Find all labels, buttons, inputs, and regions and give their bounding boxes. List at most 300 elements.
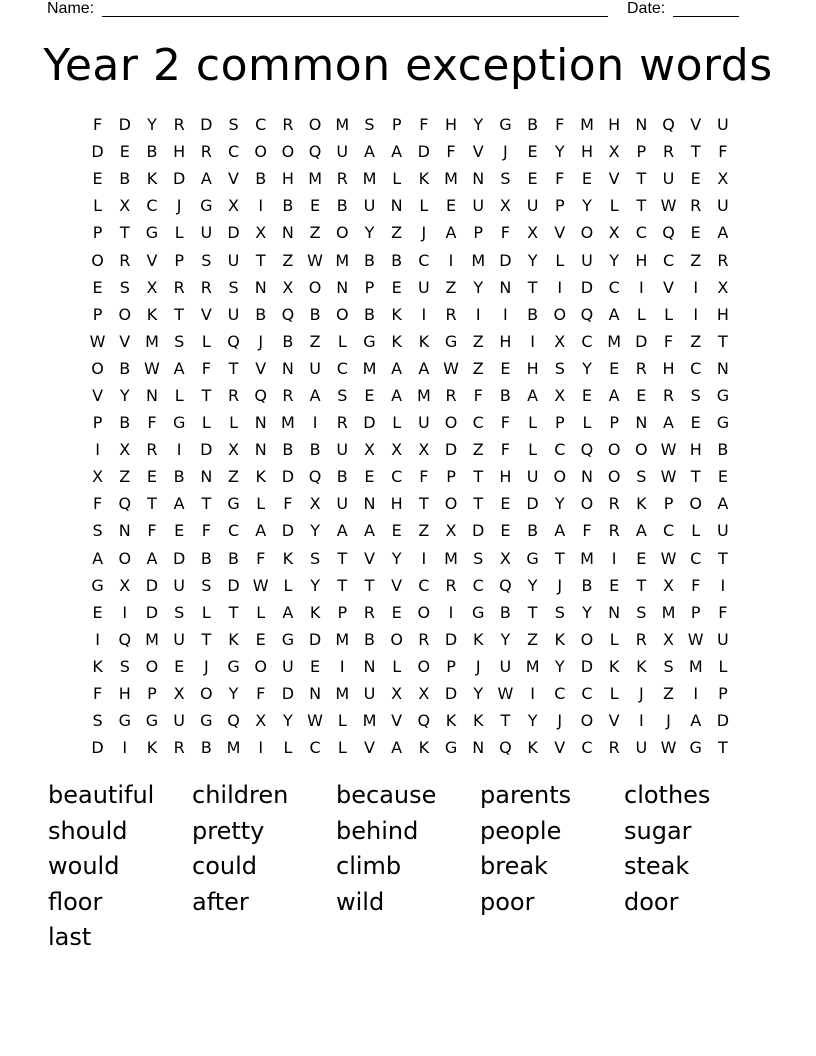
grid-letter[interactable]: Y	[554, 656, 565, 676]
grid-letter[interactable]: A	[200, 169, 212, 189]
grid-letter[interactable]: C	[418, 250, 430, 270]
grid-letter[interactable]: V	[363, 548, 375, 568]
grid-letter[interactable]: B	[309, 304, 321, 324]
grid-letter[interactable]: T	[201, 385, 212, 405]
grid-letter[interactable]: S	[228, 115, 239, 135]
grid-letter[interactable]: I	[122, 738, 128, 758]
grid-letter[interactable]: K	[418, 331, 430, 351]
grid-letter[interactable]: R	[336, 169, 348, 189]
grid-letter[interactable]: Q	[227, 331, 240, 351]
grid-letter[interactable]: K	[146, 169, 158, 189]
grid-letter[interactable]: N	[472, 738, 485, 758]
grid-letter[interactable]: Z	[472, 440, 484, 460]
grid-letter[interactable]: G	[200, 711, 213, 731]
grid-letter[interactable]: V	[92, 385, 104, 405]
grid-letter[interactable]: O	[635, 440, 648, 460]
grid-letter[interactable]: P	[391, 115, 402, 135]
grid-letter[interactable]: C	[418, 575, 430, 595]
grid-letter[interactable]: X	[717, 277, 729, 297]
grid-letter[interactable]: O	[444, 413, 458, 433]
grid-letter[interactable]: Y	[527, 250, 538, 270]
grid-letter[interactable]: T	[636, 575, 647, 595]
grid-letter[interactable]: L	[337, 331, 347, 351]
grid-letter[interactable]: X	[391, 440, 403, 460]
grid-letter[interactable]: C	[662, 521, 675, 541]
grid-letter[interactable]: K	[636, 494, 647, 514]
grid-letter[interactable]: T	[255, 250, 266, 270]
grid-letter[interactable]: O	[145, 656, 159, 676]
grid-letter[interactable]: Z	[690, 250, 702, 270]
grid-letter[interactable]: X	[255, 223, 267, 243]
grid-letter[interactable]: L	[555, 250, 565, 270]
grid-letter[interactable]: Z	[445, 277, 457, 297]
grid-letter[interactable]: U	[336, 142, 349, 162]
grid-letter[interactable]: S	[92, 711, 103, 731]
grid-letter[interactable]: E	[609, 575, 620, 595]
grid-letter[interactable]: N	[118, 521, 131, 541]
grid-letter[interactable]: M	[580, 115, 594, 135]
grid-letter[interactable]: Q	[499, 575, 512, 595]
grid-letter[interactable]: F	[256, 548, 266, 568]
grid-letter[interactable]: L	[691, 521, 701, 541]
grid-letter[interactable]: O	[118, 304, 132, 324]
grid-letter[interactable]: R	[173, 115, 185, 135]
grid-letter[interactable]: N	[363, 494, 376, 514]
grid-letter[interactable]: G	[363, 331, 376, 351]
grid-letter[interactable]: W	[660, 440, 677, 460]
grid-letter[interactable]: T	[473, 494, 484, 514]
grid-letter[interactable]: J	[203, 656, 209, 676]
grid-letter[interactable]: E	[527, 169, 538, 189]
grid-letter[interactable]: U	[635, 738, 648, 758]
grid-letter[interactable]: N	[200, 467, 213, 487]
grid-letter[interactable]: V	[663, 277, 674, 297]
grid-letter[interactable]: I	[448, 250, 454, 270]
grid-letter[interactable]: U	[417, 277, 430, 297]
grid-letter[interactable]: B	[309, 440, 321, 460]
grid-letter[interactable]: V	[119, 331, 131, 351]
grid-letter[interactable]: N	[363, 656, 376, 676]
grid-letter[interactable]: Y	[500, 629, 511, 649]
grid-letter[interactable]: N	[580, 467, 593, 487]
grid-letter[interactable]: Q	[118, 494, 132, 514]
grid-letter[interactable]: M	[444, 169, 458, 189]
grid-letter[interactable]: B	[200, 548, 212, 568]
grid-letter[interactable]: F	[147, 413, 157, 433]
grid-letter[interactable]: J	[421, 223, 427, 243]
grid-letter[interactable]: O	[553, 304, 567, 324]
grid-letter[interactable]: J	[503, 142, 508, 162]
grid-letter[interactable]: N	[635, 413, 648, 433]
grid-letter[interactable]: C	[336, 358, 348, 378]
grid-letter[interactable]: P	[554, 196, 565, 216]
grid-letter[interactable]: D	[227, 575, 240, 595]
grid-letter[interactable]: U	[581, 250, 593, 270]
grid-letter[interactable]: M	[281, 413, 295, 433]
grid-letter[interactable]: P	[554, 413, 565, 433]
grid-letter[interactable]: A	[336, 521, 348, 541]
grid-letter[interactable]: V	[554, 223, 566, 243]
grid-letter[interactable]: V	[228, 169, 239, 189]
grid-letter[interactable]: F	[582, 521, 592, 541]
grid-letter[interactable]: R	[227, 385, 240, 405]
grid-letter[interactable]: M	[362, 169, 377, 189]
grid-letter[interactable]: D	[200, 440, 213, 460]
grid-letter[interactable]: T	[337, 548, 348, 568]
grid-letter[interactable]: Z	[282, 250, 294, 270]
grid-letter[interactable]: E	[92, 277, 103, 297]
grid-letter[interactable]: Y	[609, 250, 620, 270]
grid-letter[interactable]: B	[499, 385, 511, 405]
grid-letter[interactable]: Y	[473, 115, 484, 135]
grid-letter[interactable]: I	[258, 196, 264, 216]
grid-letter[interactable]: N	[145, 385, 158, 405]
grid-letter[interactable]: V	[391, 575, 403, 595]
grid-letter[interactable]: R	[200, 142, 212, 162]
grid-letter[interactable]: X	[663, 629, 675, 649]
grid-letter[interactable]: M	[145, 331, 159, 351]
grid-letter[interactable]: R	[608, 738, 620, 758]
grid-letter[interactable]: B	[363, 304, 375, 324]
grid-letter[interactable]: L	[392, 413, 402, 433]
grid-letter[interactable]: P	[92, 413, 103, 433]
grid-letter[interactable]: X	[309, 494, 321, 514]
grid-letter[interactable]: C	[472, 413, 484, 433]
grid-letter[interactable]: A	[309, 385, 321, 405]
grid-letter[interactable]: Q	[118, 629, 132, 649]
grid-letter[interactable]: B	[336, 196, 348, 216]
grid-letter[interactable]: W	[443, 358, 459, 378]
grid-letter[interactable]: X	[554, 331, 566, 351]
grid-letter[interactable]: X	[119, 196, 131, 216]
grid-letter[interactable]: H	[445, 115, 458, 135]
grid-letter[interactable]: U	[173, 575, 186, 595]
grid-letter[interactable]: L	[93, 196, 103, 216]
grid-letter[interactable]: M	[335, 629, 350, 649]
grid-letter[interactable]: U	[472, 196, 485, 216]
grid-letter[interactable]: C	[581, 738, 593, 758]
grid-letter[interactable]: H	[689, 440, 702, 460]
grid-letter[interactable]: R	[662, 385, 675, 405]
grid-letter[interactable]: O	[553, 467, 567, 487]
grid-letter[interactable]: W	[660, 196, 677, 216]
grid-letter[interactable]: C	[255, 115, 267, 135]
grid-letter[interactable]: S	[174, 602, 185, 622]
grid-letter[interactable]: C	[146, 196, 158, 216]
grid-letter[interactable]: B	[255, 304, 267, 324]
grid-letter[interactable]: U	[363, 196, 376, 216]
grid-letter[interactable]: B	[527, 521, 539, 541]
grid-letter[interactable]: X	[391, 684, 403, 704]
grid-letter[interactable]: E	[146, 467, 158, 487]
grid-letter[interactable]: A	[92, 548, 104, 568]
grid-letter[interactable]: C	[662, 250, 675, 270]
grid-letter[interactable]: M	[362, 711, 377, 731]
grid-letter[interactable]: F	[718, 602, 728, 622]
grid-letter[interactable]: B	[499, 602, 511, 622]
grid-letter[interactable]: G	[91, 575, 104, 595]
grid-letter[interactable]: X	[282, 277, 294, 297]
grid-letter[interactable]: M	[525, 656, 540, 676]
grid-letter[interactable]: R	[200, 277, 212, 297]
grid-letter[interactable]: G	[499, 115, 512, 135]
grid-letter[interactable]: L	[392, 656, 402, 676]
grid-letter[interactable]: G	[444, 331, 458, 351]
grid-letter[interactable]: U	[499, 656, 512, 676]
grid-letter[interactable]: S	[473, 548, 484, 568]
grid-letter[interactable]: Q	[662, 223, 675, 243]
grid-letter[interactable]: W	[144, 358, 160, 378]
grid-letter[interactable]: Y	[582, 602, 592, 622]
grid-letter[interactable]: L	[582, 413, 592, 433]
grid-letter[interactable]: U	[173, 711, 186, 731]
grid-letter[interactable]: G	[526, 548, 539, 568]
grid-letter[interactable]: R	[608, 521, 620, 541]
grid-letter[interactable]: G	[472, 602, 485, 622]
grid-letter[interactable]: E	[500, 521, 511, 541]
grid-letter[interactable]: S	[201, 575, 212, 595]
grid-letter[interactable]: E	[636, 548, 647, 568]
grid-letter[interactable]: R	[119, 250, 131, 270]
grid-letter[interactable]: G	[172, 413, 186, 433]
grid-letter[interactable]: X	[92, 467, 104, 487]
grid-letter[interactable]: M	[335, 250, 350, 270]
grid-letter[interactable]: Y	[310, 521, 320, 541]
grid-letter[interactable]: I	[611, 548, 617, 568]
grid-letter[interactable]: A	[391, 142, 403, 162]
grid-letter[interactable]: W	[660, 738, 677, 758]
grid-letter[interactable]: I	[312, 413, 318, 433]
grid-letter[interactable]: D	[635, 331, 648, 351]
grid-letter[interactable]: B	[581, 575, 593, 595]
grid-letter[interactable]: H	[173, 142, 186, 162]
grid-letter[interactable]: Y	[310, 575, 320, 595]
grid-letter[interactable]: S	[92, 521, 103, 541]
grid-letter[interactable]: T	[636, 169, 647, 189]
grid-letter[interactable]: Q	[417, 711, 431, 731]
grid-letter[interactable]: E	[445, 196, 457, 216]
grid-letter[interactable]: W	[252, 575, 269, 595]
grid-letter[interactable]: E	[581, 169, 593, 189]
grid-letter[interactable]: U	[662, 169, 675, 189]
grid-letter[interactable]: O	[689, 494, 703, 514]
grid-letter[interactable]: X	[608, 223, 620, 243]
grid-letter[interactable]: Z	[527, 629, 539, 649]
grid-letter[interactable]: N	[390, 196, 403, 216]
grid-letter[interactable]: E	[636, 385, 647, 405]
grid-letter[interactable]: C	[554, 440, 566, 460]
grid-letter[interactable]: L	[174, 223, 184, 243]
grid-letter[interactable]: I	[638, 277, 644, 297]
grid-letter[interactable]: B	[282, 440, 294, 460]
grid-letter[interactable]: S	[636, 602, 647, 622]
grid-letter[interactable]: F	[256, 684, 266, 704]
grid-letter[interactable]: F	[92, 494, 103, 514]
grid-letter[interactable]: S	[174, 331, 185, 351]
grid-letter[interactable]: D	[145, 575, 159, 595]
grid-letter[interactable]: Y	[582, 196, 592, 216]
grid-letter[interactable]: D	[308, 629, 322, 649]
grid-letter[interactable]: U	[717, 115, 729, 135]
grid-letter[interactable]: A	[391, 738, 403, 758]
grid-letter[interactable]: L	[528, 413, 538, 433]
date-field[interactable]	[673, 0, 739, 17]
grid-letter[interactable]: A	[255, 521, 267, 541]
grid-letter[interactable]: T	[690, 467, 701, 487]
grid-letter[interactable]: H	[635, 250, 648, 270]
grid-letter[interactable]: K	[608, 656, 620, 676]
grid-letter[interactable]: S	[554, 358, 565, 378]
grid-letter[interactable]: W	[307, 711, 323, 731]
grid-letter[interactable]: I	[95, 440, 100, 460]
grid-letter[interactable]: O	[444, 494, 458, 514]
grid-letter[interactable]: P	[446, 656, 456, 676]
grid-letter[interactable]: X	[146, 277, 158, 297]
grid-letter[interactable]: Z	[309, 223, 321, 243]
grid-letter[interactable]: G	[716, 413, 730, 433]
grid-letter[interactable]: X	[418, 440, 430, 460]
grid-letter[interactable]: K	[391, 331, 402, 351]
grid-letter[interactable]: M	[335, 115, 350, 135]
grid-letter[interactable]: H	[608, 115, 621, 135]
grid-letter[interactable]: U	[282, 656, 294, 676]
grid-letter[interactable]: A	[608, 304, 620, 324]
grid-letter[interactable]: D	[716, 711, 730, 731]
grid-letter[interactable]: J	[638, 684, 644, 704]
grid-letter[interactable]: Z	[663, 684, 675, 704]
grid-letter[interactable]: B	[717, 440, 729, 460]
grid-letter[interactable]: V	[200, 304, 212, 324]
grid-letter[interactable]: M	[444, 548, 458, 568]
grid-letter[interactable]: P	[364, 277, 375, 297]
grid-letter[interactable]: T	[418, 494, 429, 514]
grid-letter[interactable]: K	[146, 304, 158, 324]
grid-letter[interactable]: Y	[554, 142, 565, 162]
grid-letter[interactable]: I	[503, 304, 508, 324]
grid-letter[interactable]: O	[580, 629, 594, 649]
grid-letter[interactable]: T	[718, 548, 728, 568]
grid-letter[interactable]: R	[690, 196, 702, 216]
grid-letter[interactable]: O	[281, 142, 295, 162]
grid-letter[interactable]: R	[717, 250, 729, 270]
grid-letter[interactable]: X	[499, 196, 511, 216]
grid-letter[interactable]: A	[418, 358, 430, 378]
grid-letter[interactable]: R	[445, 575, 457, 595]
grid-letter[interactable]: N	[608, 602, 621, 622]
grid-letter[interactable]: L	[419, 196, 429, 216]
grid-letter[interactable]: L	[174, 385, 184, 405]
grid-letter[interactable]: I	[638, 711, 644, 731]
grid-letter[interactable]: H	[526, 358, 539, 378]
grid-letter[interactable]: Y	[391, 548, 402, 568]
grid-letter[interactable]: T	[527, 602, 538, 622]
grid-letter[interactable]: F	[446, 142, 456, 162]
grid-letter[interactable]: G	[281, 629, 295, 649]
grid-letter[interactable]: R	[282, 385, 294, 405]
grid-letter[interactable]: B	[527, 115, 539, 135]
grid-letter[interactable]: M	[661, 602, 676, 622]
grid-letter[interactable]: Y	[473, 277, 484, 297]
grid-letter[interactable]: Y	[527, 711, 538, 731]
grid-letter[interactable]: K	[391, 304, 402, 324]
grid-letter[interactable]: D	[417, 142, 430, 162]
grid-letter[interactable]: I	[720, 575, 726, 595]
grid-letter[interactable]: Q	[580, 304, 594, 324]
grid-letter[interactable]: E	[690, 413, 701, 433]
grid-letter[interactable]: L	[664, 304, 673, 324]
grid-letter[interactable]: N	[281, 358, 294, 378]
grid-letter[interactable]: S	[500, 169, 511, 189]
grid-letter[interactable]: M	[688, 656, 703, 676]
grid-letter[interactable]: F	[663, 331, 674, 351]
grid-letter[interactable]: R	[445, 304, 457, 324]
grid-letter[interactable]: G	[227, 494, 240, 514]
grid-letter[interactable]: R	[173, 277, 185, 297]
grid-letter[interactable]: P	[663, 494, 674, 514]
grid-letter[interactable]: E	[92, 169, 103, 189]
grid-letter[interactable]: D	[472, 521, 485, 541]
grid-letter[interactable]: V	[472, 142, 484, 162]
grid-letter[interactable]: D	[172, 548, 186, 568]
grid-letter[interactable]: S	[337, 385, 348, 405]
grid-letter[interactable]: P	[636, 142, 647, 162]
grid-letter[interactable]: U	[363, 684, 376, 704]
grid-letter[interactable]: Y	[228, 684, 239, 704]
grid-letter[interactable]: T	[636, 196, 647, 216]
grid-letter[interactable]: L	[229, 413, 238, 433]
grid-letter[interactable]: S	[119, 277, 130, 297]
grid-letter[interactable]: K	[472, 711, 484, 731]
grid-letter[interactable]: T	[690, 142, 701, 162]
grid-letter[interactable]: X	[554, 385, 566, 405]
grid-letter[interactable]: H	[499, 331, 512, 351]
grid-letter[interactable]: I	[448, 602, 454, 622]
grid-letter[interactable]: F	[500, 413, 510, 433]
grid-letter[interactable]: A	[363, 142, 375, 162]
grid-letter[interactable]: J	[557, 711, 563, 731]
grid-letter[interactable]: C	[472, 575, 484, 595]
grid-letter[interactable]: Y	[283, 711, 293, 731]
grid-letter[interactable]: O	[200, 684, 213, 704]
grid-letter[interactable]: S	[663, 656, 674, 676]
grid-letter[interactable]: J	[258, 331, 264, 351]
grid-letter[interactable]: L	[201, 331, 211, 351]
grid-letter[interactable]: W	[497, 684, 514, 704]
grid-letter[interactable]: A	[146, 548, 158, 568]
grid-letter[interactable]: Y	[473, 684, 484, 704]
grid-letter[interactable]: K	[255, 467, 266, 487]
grid-letter[interactable]: C	[227, 142, 240, 162]
grid-letter[interactable]: R	[608, 494, 620, 514]
grid-letter[interactable]: A	[608, 385, 620, 405]
grid-letter[interactable]: G	[118, 711, 131, 731]
grid-letter[interactable]: S	[636, 467, 647, 487]
grid-letter[interactable]: X	[418, 684, 430, 704]
grid-letter[interactable]: A	[717, 223, 729, 243]
grid-letter[interactable]: N	[336, 277, 349, 297]
grid-letter[interactable]: F	[718, 142, 728, 162]
grid-letter[interactable]: N	[472, 169, 485, 189]
grid-letter[interactable]: O	[607, 467, 621, 487]
grid-letter[interactable]: Q	[580, 440, 594, 460]
grid-letter[interactable]: D	[281, 467, 295, 487]
grid-letter[interactable]: O	[580, 223, 594, 243]
grid-letter[interactable]: Y	[527, 575, 538, 595]
grid-letter[interactable]: L	[609, 684, 619, 704]
grid-letter[interactable]: A	[527, 385, 539, 405]
grid-letter[interactable]: H	[118, 684, 131, 704]
grid-letter[interactable]: A	[173, 494, 185, 514]
